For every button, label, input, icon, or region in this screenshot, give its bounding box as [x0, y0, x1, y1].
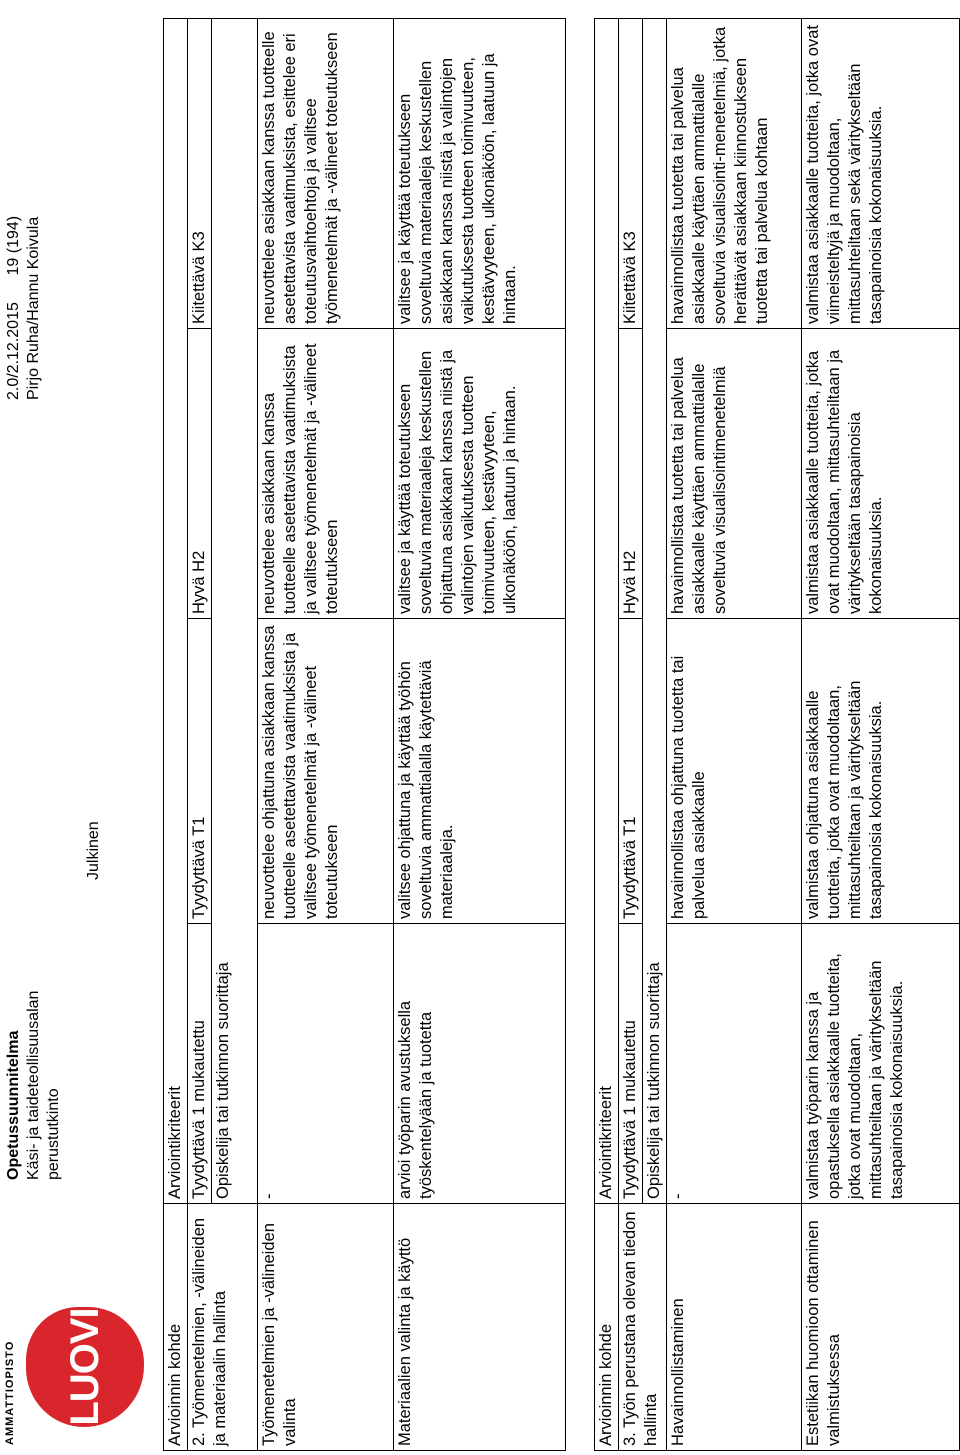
luovi-logo [4, 1295, 149, 1445]
row-kohde: Työmenetelmien ja -välineiden valinta [258, 1204, 394, 1451]
col-arviointikriteerit: Arviointikriteerit [164, 18, 188, 1203]
subheader: Opiskelija tai tutkinnon suorittaja [212, 18, 258, 1203]
cell-h2: valitsee ja käyttää toteutukseen soveltuvia materiaaleja keskustellen ohjattuna asiakkaan kanssa niistä ja valintojen vaikutuksesta tuotteen toimivuuteen, kestävyyteen, ulkonäköön, laatuun ja hintaan. [394, 329, 566, 619]
page-header-left [4, 720, 104, 1180]
level-h2: Hyvä H2 [619, 329, 643, 619]
cell-h2: havainnollistaa tuotetta tai palvelua asiakkaalle käyttäen ammattialalle soveltuvia visualisointimenetelmiä [667, 329, 802, 619]
document-subtitle-2: perustutkinto [45, 1088, 62, 1180]
level-h2: Hyvä H2 [188, 329, 212, 619]
level-t1: Tyydyttävä T1 [619, 619, 643, 924]
level-k3: Kiitettävä K3 [619, 18, 643, 328]
level-t1: Tyydyttävä T1 [188, 619, 212, 924]
cell-k3: valitsee ja käyttää toteutukseen soveltuvia materiaaleja keskustellen asiakkaan kanssa niistä ja valintojen vaikutuksesta tuotteen toimivuuteen, kestävyyteen, ulkonäköön, laatuun ja hintaan. [394, 18, 566, 328]
cell-t1: havainnollistaa ohjattuna tuotetta tai palvelua asiakkaalle [667, 619, 802, 924]
logo-badge: LUOVI [26, 1307, 144, 1427]
classification: Julkinen [85, 821, 102, 880]
cell-h2: neuvottelee asiakkaan kanssa tuotteelle asetettavista vaatimuksista ja valitsee työmenetelmät ja -välineet toteutukseen [258, 329, 394, 619]
cell-t1: valitsee ohjattuna ja käyttää työhön soveltuvia ammattialalla käytettäviä materiaaleja. [394, 619, 566, 924]
document-subtitle-1: Käsi- ja taideteollisuusalan [25, 990, 42, 1180]
level-t1-mukautettu: Tyydyttävä 1 mukautettu [619, 924, 643, 1204]
col-arvioinnin-kohde: Arvioinnin kohde [595, 1204, 619, 1451]
col-arvioinnin-kohde: Arvioinnin kohde [164, 1204, 188, 1451]
criteria-table-3 [594, 18, 960, 1451]
col-arviointikriteerit: Arviointikriteerit [595, 18, 619, 1203]
row-kohde: Estetiikan huomioon ottaminen valmistuksessa [802, 1204, 960, 1451]
date-page: 2.0/2.12.2015 19 (194) [5, 215, 22, 400]
subheader: Opiskelija tai tutkinnon suorittaja [643, 18, 667, 1203]
row-kohde: Materiaalien valinta ja käyttö [394, 1204, 566, 1451]
section-title: 2. Työmenetelmien, -välineiden ja materiaalin hallinta [188, 1204, 258, 1451]
cell-k3: neuvottelee asiakkaan kanssa tuotteelle asetettavista vaatimuksista, esittelee eri toteutusvaihtoehtoja ja valitsee työmenetelmät ja -välineet toteutukseen [258, 18, 394, 328]
row-kohde: Havainnollistaminen [667, 1204, 802, 1451]
cell-t1: valmistaa ohjattuna asiakkaalle tuotteita, jotka ovat muodoltaan, mittasuhteiltaan ja väritykseltään tasapainoisia kokonaisuuksia. [802, 619, 960, 924]
cell-k3: valmistaa asiakkaalle tuotteita, jotka ovat viimeisteltyjä ja muodoltaan, mittasuhteiltaan sekä väritykseltään tasapainoisia kokonaisuuksia. [802, 18, 960, 328]
cell-t1-mukautettu: - [258, 924, 394, 1204]
logo-top-text: AMMATTIOPISTO [4, 1340, 16, 1445]
document-title: Opetussuunnitelma [5, 1030, 22, 1180]
criteria-table-2 [163, 18, 566, 1451]
cell-t1: neuvottelee ohjattuna asiakkaan kanssa tuotteelle asetettavista vaatimuksista ja valitsee työmenetelmät ja -välineet toteutukseen [258, 619, 394, 924]
cell-t1-mukautettu: valmistaa työparin kanssa ja opastuksella asiakkaalle tuotteita, jotka ovat muodoltaan, mittasuhteiltaan ja väritykseltään tasapainoisia kokonaisuuksia. [802, 924, 960, 1204]
page-header-right [4, 10, 44, 400]
authors: Pirjo Ruha/Hannu Koivula [25, 216, 42, 400]
cell-h2: valmistaa asiakkaalle tuotteita, jotka ovat muodoltaan, mittasuhteiltaan ja väritykseltään tasapainoisia kokonaisuuksia. [802, 329, 960, 619]
section-title: 3. Työn perustana olevan tiedon hallinta [619, 1204, 667, 1451]
level-t1-mukautettu: Tyydyttävä 1 mukautettu [188, 924, 212, 1204]
level-k3: Kiitettävä K3 [188, 18, 212, 328]
cell-t1-mukautettu: arvioi työparin avustuksella työskentelyään ja tuotetta [394, 924, 566, 1204]
cell-k3: havainnollistaa tuotetta tai palvelua asiakkaalle käyttäen ammattialalle soveltuvia visualisointi-menetelmiä, jotka herättävät asiakkaan kiinnostukseen tuotetta tai palvelua kohtaan [667, 18, 802, 328]
cell-t1-mukautettu: - [667, 924, 802, 1204]
